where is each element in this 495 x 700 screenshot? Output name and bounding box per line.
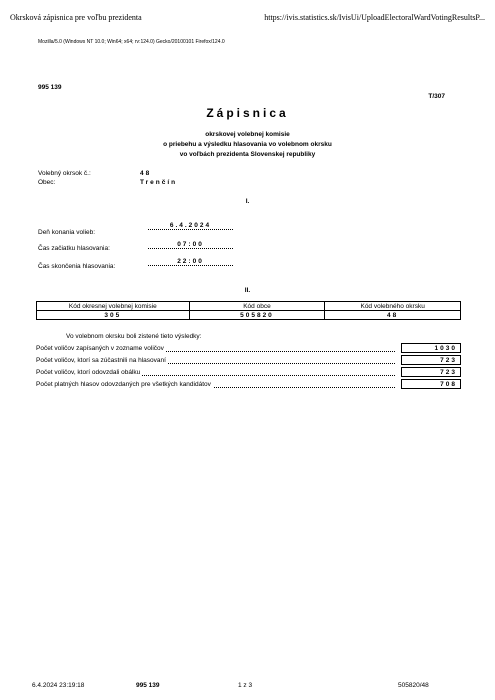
- subtitle-line-3: vo voľbách prezidenta Slovenskej republiky: [179, 151, 316, 158]
- result-label: Počet voličov, ktorí odovzdali obálku: [36, 369, 141, 376]
- result-value: 1030: [401, 343, 461, 353]
- results-intro: Vo volebnom okrsku boli zistené tieto výsledky:: [66, 333, 202, 340]
- result-label: Počet voličov, ktorí sa zúčastnili na hlasovaní: [36, 357, 166, 364]
- result-label: Počet platných hlasov odovzdaných pre všetkých kandidátov: [36, 381, 211, 388]
- ward-code-header: Kód volebného okrsku: [325, 302, 461, 311]
- election-date-label: Deň konania volieb:: [38, 229, 96, 236]
- subtitle-line-1: okrskovej volebnej komisie: [205, 131, 290, 138]
- ward-value: 48: [140, 170, 152, 177]
- district-commission-code-header: Kód okresnej volebnej komisie: [37, 302, 190, 311]
- voting-end-label: Čas skončenia hlasovania:: [38, 263, 116, 270]
- municipality-value: Trenčín: [140, 179, 178, 186]
- footer-page-indicator: 1 z 3: [238, 682, 253, 689]
- voting-start-label: Čas začiatku hlasovania:: [38, 245, 110, 252]
- subtitle-line-2: o priebehu a výsledku hlasovania vo volebnom okrsku: [163, 141, 332, 148]
- print-header-url: https://ivis.statistics.sk/IvisUi/UploadElectoralWardVotingResultsP...: [264, 13, 485, 22]
- print-header-title: Okrsková zápisnica pre voľbu prezidenta: [10, 13, 142, 22]
- district-commission-code-value: 305: [37, 311, 190, 320]
- user-agent-string: Mozilla/5.0 (Windows NT 10.0; Win64; x64; rv:124.0) Gecko/20100101 Firefox/124.0: [38, 39, 225, 45]
- codes-table: [36, 301, 461, 320]
- municipality-code-header: Kód obce: [189, 302, 325, 311]
- result-value: 723: [401, 355, 461, 365]
- result-value: 708: [401, 379, 461, 389]
- result-value: 723: [401, 367, 461, 377]
- voting-start-value: 07:00: [148, 241, 233, 249]
- voting-end-value: 22:00: [148, 258, 233, 266]
- form-code: T/307: [428, 93, 445, 100]
- footer-reference: 505820/48: [398, 682, 429, 689]
- section-1-heading: I.: [245, 198, 250, 205]
- municipality-label: Obec:: [38, 179, 56, 186]
- result-row-valid-votes: [36, 381, 461, 391]
- footer-timestamp: 6.4.2024 23:19:18: [32, 682, 85, 689]
- municipality-code-value: 505820: [189, 311, 325, 320]
- result-label: Počet voličov zapísaných v zozname voličov: [36, 345, 164, 352]
- section-2-heading: II.: [244, 287, 251, 294]
- codes-value-row: [37, 311, 461, 320]
- ward-label: Volebný okrsok č.:: [38, 170, 91, 177]
- result-row-participated: [36, 357, 461, 367]
- codes-header-row: [37, 302, 461, 311]
- document-number: 995 139: [38, 84, 62, 91]
- election-date-value: 6.4.2024: [148, 222, 233, 230]
- footer-document-number: 995 139: [136, 682, 160, 689]
- page-title: Zápisnica: [206, 106, 289, 120]
- ward-code-value: 48: [325, 311, 461, 320]
- result-row-registered: [36, 345, 461, 355]
- result-row-envelopes: [36, 369, 461, 379]
